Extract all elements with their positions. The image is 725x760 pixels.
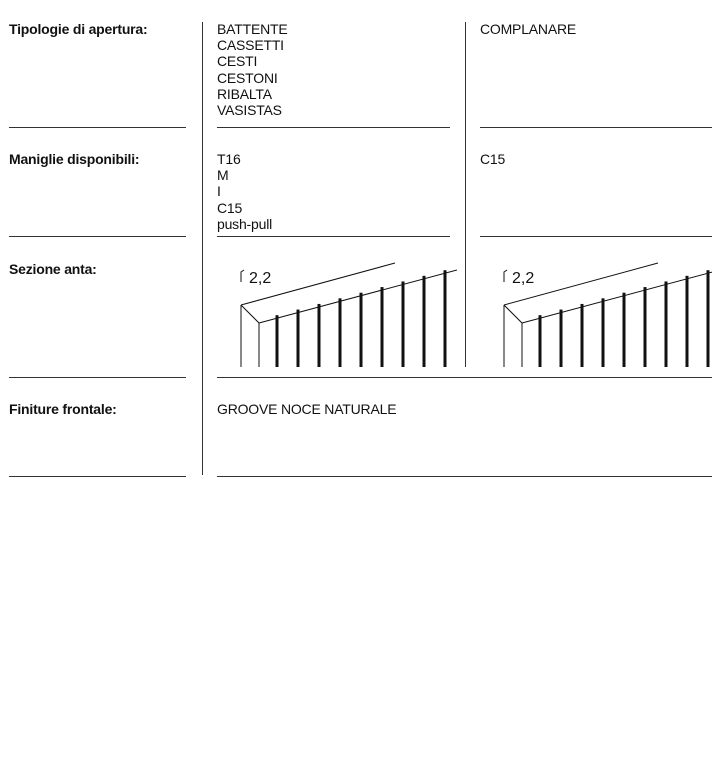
opening-types-list-standard [217, 21, 287, 118]
door-section-drawing-flush [480, 250, 712, 370]
door-section-drawing-standard [217, 250, 457, 370]
opening-type-item: CESTI [217, 53, 258, 70]
groove-slat [360, 293, 363, 367]
groove-slats [276, 270, 447, 367]
row-divider [217, 127, 450, 128]
groove-slat [581, 304, 584, 367]
groove-slat [602, 298, 605, 367]
opening-type-item: RIBALTA [217, 85, 272, 102]
groove-slat [644, 287, 647, 367]
groove-slat [276, 315, 279, 367]
row-divider [217, 476, 712, 477]
section-thickness-dimension: 2,2 [249, 270, 272, 287]
label-available-handles: Maniglie disponibili: [9, 151, 140, 167]
column-divider-left [202, 22, 203, 475]
groove-slat [297, 310, 300, 367]
label-door-section: Sezione anta: [9, 261, 97, 277]
row-divider [9, 127, 186, 128]
handle-item: C15 [217, 199, 243, 216]
groove-slat [444, 270, 447, 367]
handle-item: I [217, 183, 221, 200]
handles-list-standard [217, 151, 272, 232]
row-divider [9, 476, 186, 477]
column-divider-right [465, 22, 466, 367]
handles-list-flush [480, 151, 505, 167]
handle-item: T16 [217, 151, 241, 167]
groove-slat [665, 281, 668, 367]
front-finish-value: GROOVE NOCE NATURALE [217, 401, 397, 417]
groove-slat [560, 310, 563, 367]
opening-type-item: VASISTAS [217, 102, 282, 119]
label-front-finishes: Finiture frontale: [9, 401, 117, 417]
opening-type-item: CASSETTI [217, 37, 284, 54]
handle-item: push-pull [217, 215, 273, 232]
groove-slat [402, 281, 405, 367]
row-divider [480, 236, 712, 237]
opening-type-item: CESTONI [217, 69, 278, 86]
row-divider [217, 236, 450, 237]
label-opening-types: Tipologie di apertura: [9, 21, 148, 37]
groove-slat [686, 276, 689, 367]
groove-slat [381, 287, 384, 367]
handle-item: M [217, 167, 229, 184]
groove-slat [539, 315, 542, 367]
row-divider [217, 377, 712, 378]
groove-slat [339, 298, 342, 367]
groove-slat [623, 293, 626, 367]
groove-slat [423, 276, 426, 367]
groove-slats [539, 270, 710, 367]
opening-type-item: BATTENTE [217, 21, 288, 37]
section-thickness-dimension: 2,2 [512, 270, 535, 287]
opening-types-list-flush [480, 21, 576, 37]
handle-item: C15 [480, 151, 506, 167]
row-divider [9, 236, 186, 237]
groove-slat [707, 270, 710, 367]
opening-type-item: COMPLANARE [480, 21, 577, 37]
row-divider [480, 127, 712, 128]
groove-slat [318, 304, 321, 367]
row-divider [9, 377, 186, 378]
